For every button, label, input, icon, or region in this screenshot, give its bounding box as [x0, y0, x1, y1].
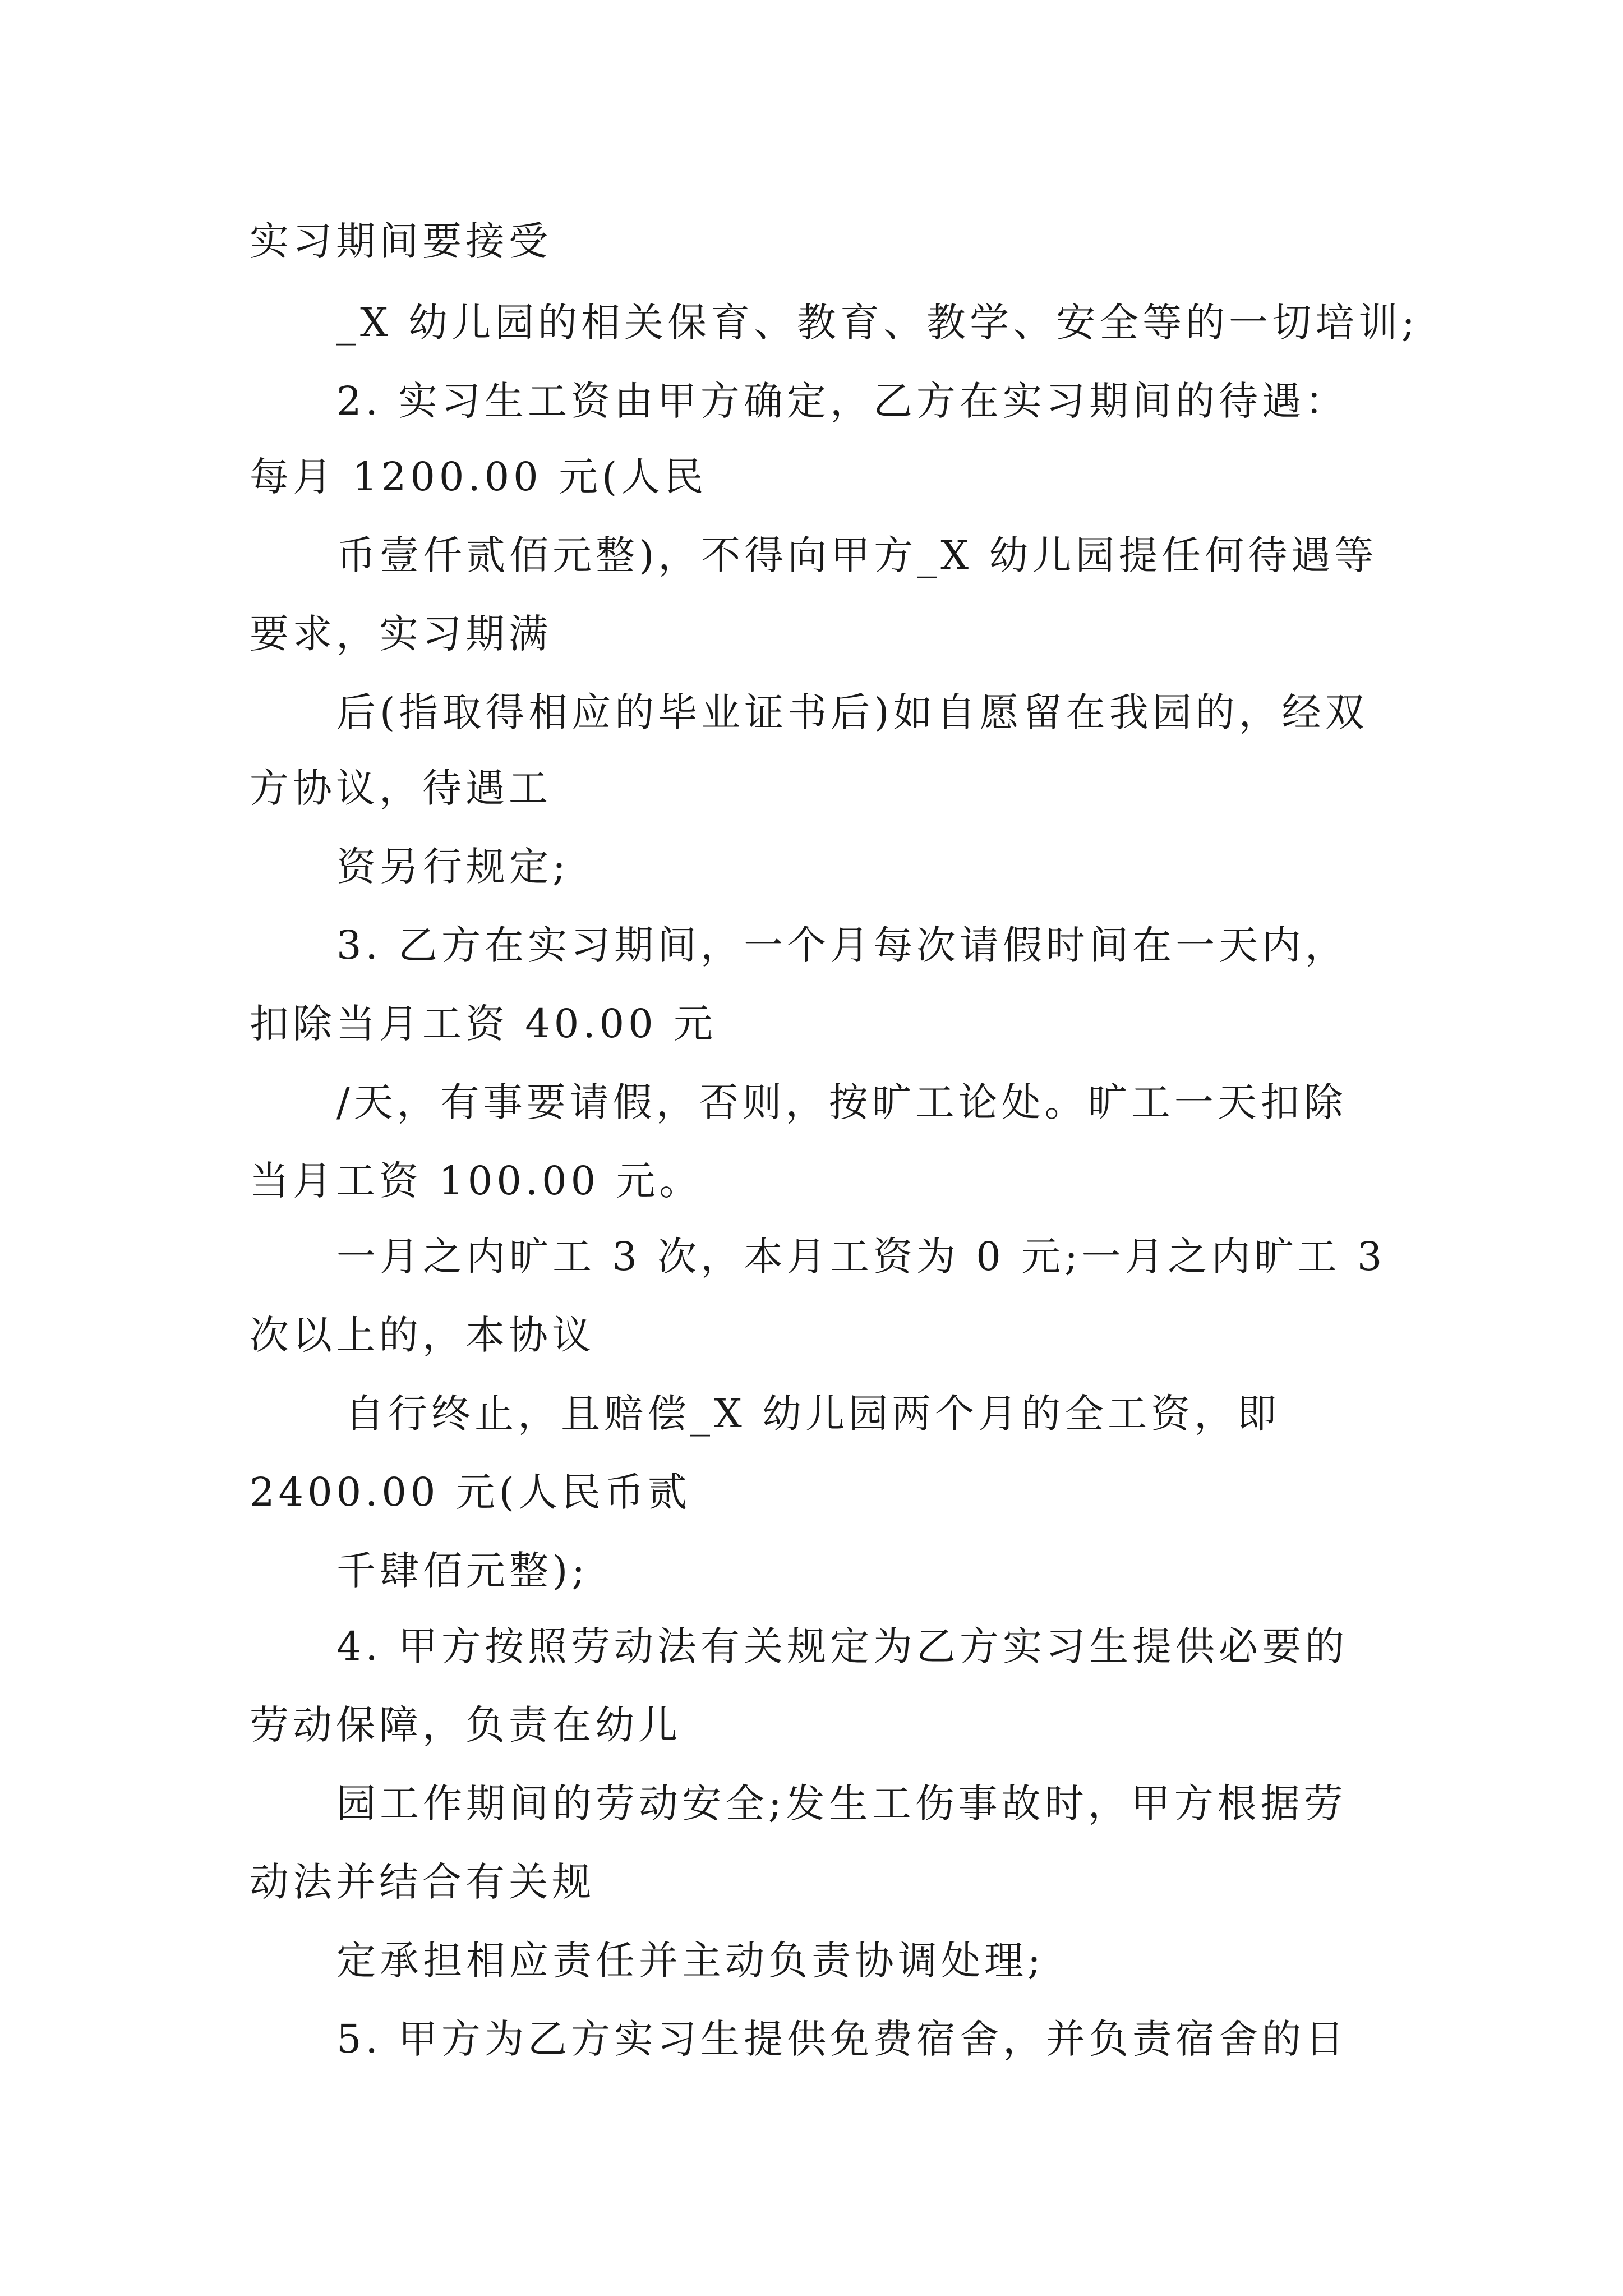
text-line: 次以上的，本协议 [250, 1312, 595, 1358]
text-line: /天，有事要请假，否则，按旷工论处。旷工一天扣除 [336, 1079, 1347, 1125]
text-line: 实习期间要接受 [250, 218, 552, 264]
text-line: 5. 甲方为乙方实习生提供免费宿舍，并负责宿舍的日 [336, 2016, 1349, 2062]
text-line: 2400.00 元(人民币贰 [250, 1469, 691, 1515]
text-line: 3. 乙方在实习期间，一个月每次请假时间在一天内， [336, 922, 1349, 968]
text-line: 定承担相应责任并主动负责协调处理; [336, 1938, 1045, 1984]
text-line: 要求，实习期满 [250, 611, 552, 657]
text-line: 4. 甲方按照劳动法有关规定为乙方实习生提供必要的 [336, 1623, 1349, 1669]
text-line: 千肆佰元整); [336, 1548, 589, 1594]
text-line: 园工作期间的劳动安全;发生工伤事故时，甲方根据劳 [336, 1780, 1347, 1826]
text-line: 扣除当月工资 40.00 元 [250, 1001, 717, 1047]
text-line: 方协议，待遇工 [250, 765, 552, 811]
text-line: 自行终止，且赔偿_X 幼儿园两个月的全工资，即 [345, 1391, 1281, 1437]
text-line: 动法并结合有关规 [250, 1859, 595, 1905]
text-line: 后(指取得相应的毕业证书后)如自愿留在我园的，经双 [336, 689, 1368, 735]
text-line: 2. 实习生工资由甲方确定，乙方在实习期间的待遇： [336, 378, 1349, 424]
text-line: _X 幼儿园的相关保育、教育、教学、安全等的一切培训; [336, 300, 1419, 346]
text-line: 资另行规定; [336, 844, 570, 890]
text-line: 一月之内旷工 3 次，本月工资为 0 元;一月之内旷工 3 [336, 1234, 1386, 1280]
text-line: 币壹仟贰佰元整)，不得向甲方_X 幼儿园提任何待遇等 [336, 532, 1378, 578]
text-line: 劳动保障，负责在幼儿 [250, 1702, 681, 1748]
text-line: 当月工资 100.00 元。 [250, 1158, 703, 1204]
text-line: 每月 1200.00 元(人民 [250, 454, 708, 500]
